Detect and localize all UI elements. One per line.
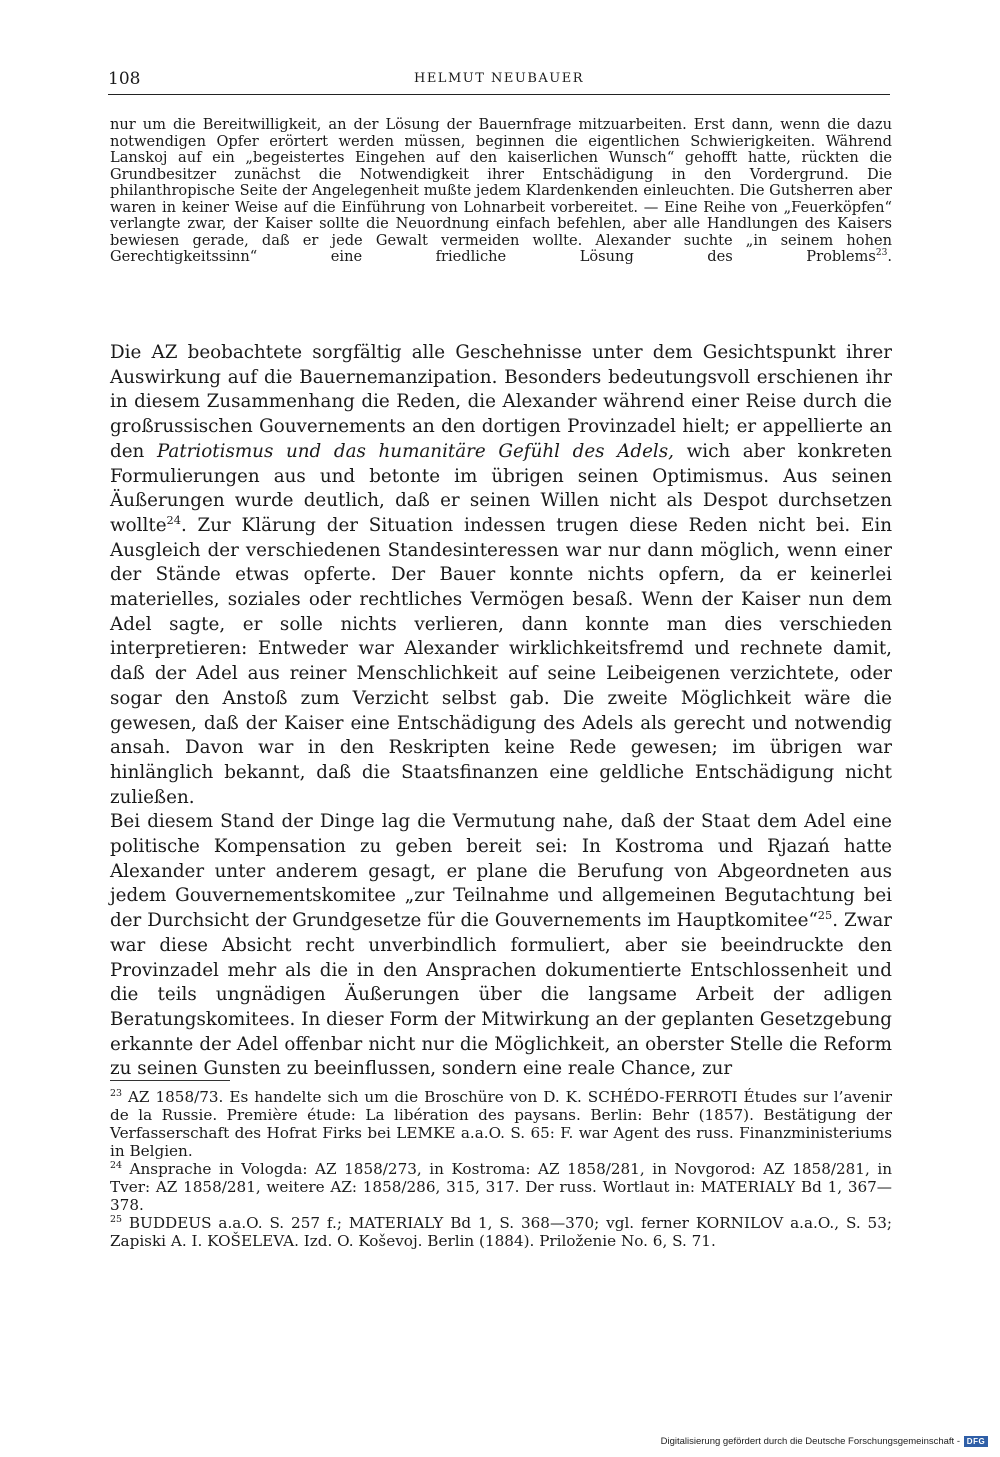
- body-paragraph: [110, 810, 892, 1082]
- footnote-number: 23: [110, 1087, 122, 1099]
- running-head: HELMUT NEUBAUER: [413, 71, 585, 86]
- body-paragraph: [110, 341, 892, 810]
- credit-text: Digitalisierung gefördert durch die Deutsche Forschungsgemeinschaft -: [660, 1436, 960, 1447]
- footnote-text: BUDDEUS a.a.O. S. 257 f.; MATERIALY Bd 1, S. 368—370; vgl. ferner KORNILOV a.a.O., S. 53; Zapiski A. I. KOŠELEVA. Izd. O. Koševoj. Berlin (1884). Priloženie No. 6, S. 71.: [110, 1214, 892, 1250]
- footnote-ref-25[interactable]: 25: [817, 908, 833, 923]
- quote-text: nur um die Bereitwilligkeit, an der Lösung der Bauernfrage mitzuarbeiten. Erst dann, wenn die dazu notwendigen Opfer erörtert werden müssen, beginnen die eigentlichen Schwierigkeiten. Während Lanskoj auf ein „begeistertes Eingehen auf den kaiserlichen Wunsch“ gehofft hatte, rückten die Grundbesitzer zunächst die Notwendigkeit ihrer Entschädigung in den Vordergrund. Die philanthropische Seite der Angelegenheit mußte jedem Klardenkenden einleuchten. Die Gutsherren aber waren in keiner Weise auf die Einführung von Lohnarbeit vorbereitet. — Eine Reihe von „Feuerköpfen“ verlangte zwar, der Kaiser sollte die Neuordnung einfach befehlen, aber alle Handlungen des Kaisers bewiesen gerade, daß er jede Gewalt vermeiden wollte. Alexander suchte „in seinem hohen Gerechtigkeitssinn“ eine friedliche Lösung des Problems: [110, 116, 892, 266]
- body-text: . Zwar war diese Absicht recht unverbindlich formuliert, aber sie beeindruckte den Provinzadel mehr als die in den Ansprachen dokumentierte Entschlossenheit und die teils ungnädigen Äußerungen über die langsame Arbeit der adligen Beratungskomitees. In dieser Form der Mitwirkung an der geplanten Gesetzgebung erkannte der Adel offenbar nicht nur die Möglichkeit, an oberster Stelle die Reform zu seinen Gunsten zu beeinflussen, sondern eine reale Chance, zur: [110, 910, 892, 1080]
- quoted-excerpt: [110, 117, 892, 266]
- main-text: [110, 341, 892, 1082]
- footnote-ref-23[interactable]: 23: [875, 248, 888, 259]
- body-text: Die AZ beobachtete sorgfältig alle Geschehnisse unter dem Gesichtspunkt ihrer Auswirkung auf die Bauernemanzipation. Besonders bedeutungsvoll erschienen ihr in diesem Zusammenhang die Reden, die Alexander während einer Reise durch die großrussischen Gouvernements an den dortigen Provinzadel hielt; er appellierte an den: [110, 342, 892, 462]
- footnote: [110, 1214, 892, 1250]
- footnote: [110, 1088, 892, 1160]
- footnote: [110, 1160, 892, 1214]
- page-number: 108: [108, 69, 141, 89]
- footnote-number: 25: [110, 1213, 122, 1225]
- body-text: Bei diesem Stand der Dinge lag die Vermutung nahe, daß der Staat dem Adel eine politische Kompensation zu geben bereit sei: In Kostroma und Rjazań hatte Alexander unter anderem gesagt, er plane die Berufung von Abgeordneten aus jedem Gouvernementskomitee „zur Teilnahme und allgemeinen Begutachtung bei der Durchsicht der Grundgesetze für die Gouvernements im Hauptkomitee“: [110, 811, 892, 932]
- footnote-text: Ansprache in Vologda: AZ 1858/273, in Kostroma: AZ 1858/281, in Novgorod: AZ 1858/281, in Tver: AZ 1858/281, weitere AZ: 1858/286, 315, 317. Der russ. Wortlaut in: MATERIALY Bd 1, 367—378.: [110, 1160, 892, 1214]
- footnote-separator: [110, 1080, 230, 1081]
- footnotes: [110, 1088, 892, 1250]
- quote-text-end: .: [887, 248, 892, 266]
- dfg-logo: DFG: [964, 1436, 988, 1447]
- footnote-number: 24: [110, 1159, 122, 1171]
- body-text: . Zur Klärung der Situation indessen trugen diese Reden nicht bei. Ein Ausgleich der verschiedenen Standesinteressen war nur dann möglich, wenn einer der Stände etwas opferte. Der Bauer konnte nichts opfern, da er keinerlei materielles, soziales oder rechtliches Vermögen besaß. Wenn der Kaiser nun dem Adel sagte, er solle nichts verlieren, dann konnte man dies verschieden interpretieren: Entweder war Alexander wirklichkeitsfremd und rechnete damit, daß der Adel aus reiner Menschlichkeit auf seine Leibeigenen verzichtete, oder sogar den Anstoß zum Verzicht selbst gab. Die zweite Möglichkeit wäre die gewesen, daß der Kaiser eine Entschädigung des Adels als gerecht und notwendig ansah. Davon war in den Reskripten keine Rede gewesen; im übrigen war hinlänglich bekannt, daß die Staatsfinanzen eine geldliche Entschädigung nicht zuließen.: [110, 514, 892, 808]
- body-text: wich aber konkreten Formulierungen aus und betonte im übrigen seinen Optimismus. Aus seinen Äußerungen wurde deutlich, daß er seinen Willen nicht als Despot durchsetzen wollte: [110, 440, 892, 536]
- digitization-credit: [661, 1436, 988, 1447]
- footnote-text: AZ 1858/73. Es handelte sich um die Broschüre von D. K. SCHÉDO-FERROTI Études sur l’avenir de la Russie. Première étude: La libération des paysans. Berlin: Behr (1857). Bestätigung der Verfasserschaft des Hofrat Firks bei LEMKE a.a.O. S. 65: F. war Agent des russ. Finanzministeriums in Belgien.: [110, 1088, 892, 1160]
- page-header: [108, 68, 890, 95]
- emphasis-text: Patriotismus und das humanitäre Gefühl des Adels,: [156, 440, 674, 462]
- footnote-ref-24[interactable]: 24: [166, 512, 181, 527]
